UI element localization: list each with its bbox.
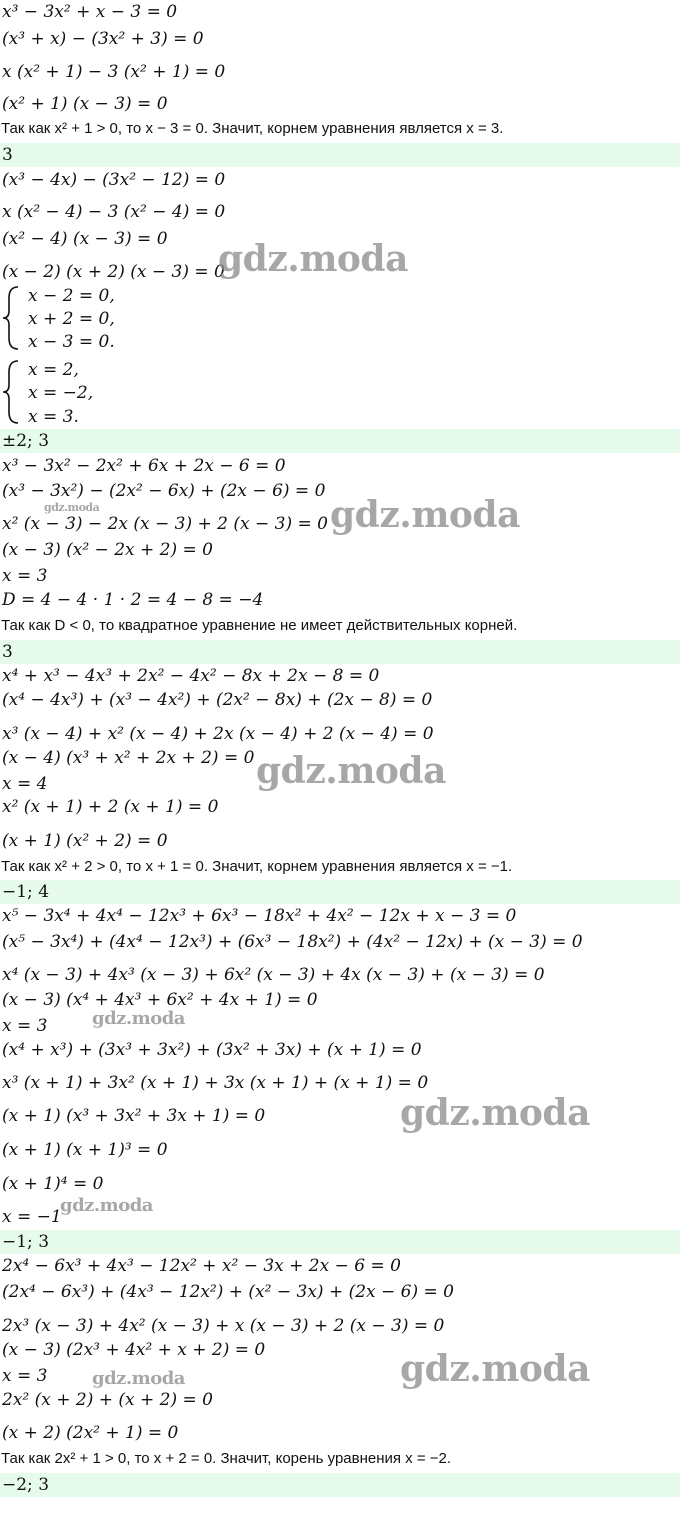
watermark-logo: gdz.moda (256, 750, 446, 792)
equation-line: x⁴ + x³ − 4x³ + 2x² − 4x² − 8x + 2x − 8 = 0 (2, 666, 380, 686)
answer-row: −2; 3 (0, 1473, 680, 1497)
equation-line: D = 4 − 4 · 1 · 2 = 4 − 8 = −4 (2, 590, 264, 610)
equation-line: x³ − 3x² + x − 3 = 0 (2, 2, 178, 22)
system-brace (0, 358, 24, 426)
equation-line: (x + 2) (2x² + 1) = 0 (2, 1423, 179, 1443)
answer-row: −1; 3 (0, 1230, 680, 1254)
equation-line: (x³ + x) − (3x² + 3) = 0 (2, 29, 204, 49)
system-equation: x + 2 = 0, (28, 309, 115, 329)
equation-line: x³ (x − 4) + x² (x − 4) + 2x (x − 4) + 2 (x − 4) = 0 (2, 724, 434, 744)
equation-line: (x + 1) (x² + 2) = 0 (2, 831, 168, 851)
equation-line: 2x³ (x − 3) + 4x² (x − 3) + x (x − 3) + 2 (x − 3) = 0 (2, 1316, 445, 1336)
equation-line: (x³ − 4x) − (3x² − 12) = 0 (2, 170, 226, 190)
watermark-logo: gdz.moda (218, 238, 408, 280)
watermark-logo: gdz.moda (60, 1195, 153, 1216)
equation-line: x (x² + 1) − 3 (x² + 1) = 0 (2, 62, 226, 82)
equation-line: (x − 3) (x² − 2x + 2) = 0 (2, 540, 213, 560)
equation-line: 2x² (x + 2) + (x + 2) = 0 (2, 1390, 213, 1410)
watermark-logo: gdz.moda (44, 501, 100, 514)
equation-line: x = 3 (2, 1016, 48, 1036)
equation-line: x = 3 (2, 566, 48, 586)
equation-line: (2x⁴ − 6x³) + (4x³ − 12x²) + (x² − 3x) + (2x − 6) = 0 (2, 1282, 455, 1302)
equation-line: x = 4 (2, 774, 48, 794)
system-equation: x = 3. (28, 407, 79, 427)
equation-line: (x + 1) (x³ + 3x² + 3x + 1) = 0 (2, 1106, 266, 1126)
answer-row: 3 (0, 640, 680, 664)
equation-line: (x − 4) (x³ + x² + 2x + 2) = 0 (2, 748, 255, 768)
equation-line: (x − 3) (2x³ + 4x² + x + 2) = 0 (2, 1340, 266, 1360)
equation-line: 2x⁴ − 6x³ + 4x³ − 12x² + x² − 3x + 2x − 6 = 0 (2, 1256, 401, 1276)
watermark-logo: gdz.moda (330, 494, 520, 536)
equation-line: x (x² − 4) − 3 (x² − 4) = 0 (2, 202, 226, 222)
equation-line: (x + 1)⁴ = 0 (2, 1174, 104, 1194)
answer-row: 3 (0, 143, 680, 167)
equation-line: (x³ − 3x²) − (2x² − 6x) + (2x − 6) = 0 (2, 481, 326, 501)
equation-line: (x² − 4) (x − 3) = 0 (2, 229, 168, 249)
watermark-logo: gdz.moda (92, 1368, 185, 1389)
watermark-logo: gdz.moda (400, 1348, 590, 1390)
equation-line: (x⁴ − 4x³) + (x³ − 4x²) + (2x² − 8x) + (2x − 8) = 0 (2, 690, 433, 710)
explanation-text: Так как x² + 1 > 0, то x − 3 = 0. Значит, корнем уравнения является x = 3. (1, 120, 504, 137)
equation-line: x² (x + 1) + 2 (x + 1) = 0 (2, 797, 219, 817)
explanation-text: Так как 2x² + 1 > 0, то x + 2 = 0. Значит, корень уравнения x = −2. (1, 1450, 452, 1467)
system-equation: x − 3 = 0. (28, 332, 115, 352)
equation-line: (x − 3) (x⁴ + 4x³ + 6x² + 4x + 1) = 0 (2, 990, 318, 1010)
equation-line: (x − 2) (x + 2) (x − 3) = 0 (2, 262, 225, 282)
equation-line: (x² + 1) (x − 3) = 0 (2, 94, 168, 114)
equation-line: x³ (x + 1) + 3x² (x + 1) + 3x (x + 1) + (x + 1) = 0 (2, 1073, 429, 1093)
system-equation: x = −2, (28, 383, 94, 403)
equation-line: x³ − 3x² − 2x² + 6x + 2x − 6 = 0 (2, 456, 286, 476)
equation-line: x⁵ − 3x⁴ + 4x⁴ − 12x³ + 6x³ − 18x² + 4x² − 12x + x − 3 = 0 (2, 906, 517, 926)
watermark-logo: gdz.moda (92, 1008, 185, 1029)
equation-line: x² (x − 3) − 2x (x − 3) + 2 (x − 3) = 0 (2, 514, 328, 534)
equation-line: x = 3 (2, 1366, 48, 1386)
system-equation: x − 2 = 0, (28, 286, 115, 306)
equation-line: x = −1 (2, 1207, 62, 1227)
system-equation: x = 2, (28, 360, 79, 380)
watermark-logo: gdz.moda (400, 1092, 590, 1134)
explanation-text: Так как x² + 2 > 0, то x + 1 = 0. Значит, корнем уравнения является x = −1. (1, 858, 513, 875)
equation-line: (x⁴ + x³) + (3x³ + 3x²) + (3x² + 3x) + (x + 1) = 0 (2, 1040, 422, 1060)
equation-line: x⁴ (x − 3) + 4x³ (x − 3) + 6x² (x − 3) + 4x (x − 3) + (x − 3) = 0 (2, 965, 545, 985)
answer-row: −1; 4 (0, 880, 680, 904)
equation-line: (x⁵ − 3x⁴) + (4x⁴ − 12x³) + (6x³ − 18x²) + (4x² − 12x) + (x − 3) = 0 (2, 932, 583, 952)
answer-row: ±2; 3 (0, 429, 680, 453)
equation-line: (x + 1) (x + 1)³ = 0 (2, 1140, 168, 1160)
system-brace (0, 284, 24, 352)
explanation-text: Так как D < 0, то квадратное уравнение не имеет действительных корней. (1, 617, 518, 634)
